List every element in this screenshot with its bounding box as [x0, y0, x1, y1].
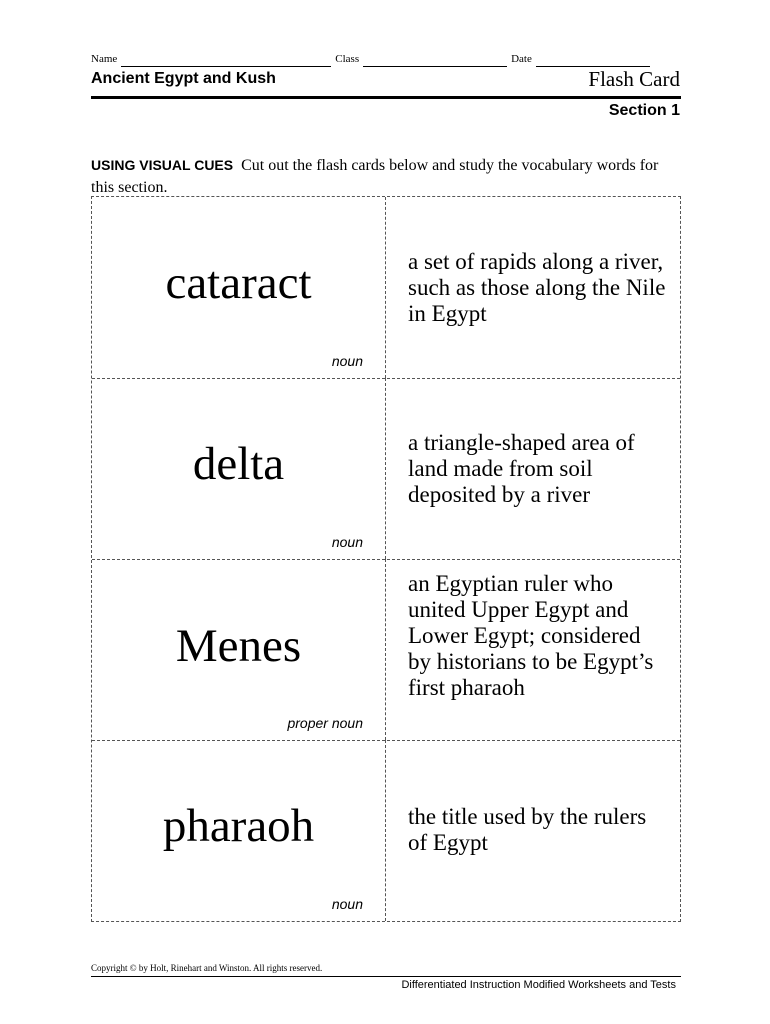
- part-of-speech: noun: [331, 353, 363, 369]
- flash-card-term: pharaoh: [162, 800, 315, 852]
- part-of-speech: proper noun: [287, 715, 363, 731]
- instructions-text: Cut out the flash cards below and study the vocabulary words for this section.: [91, 157, 659, 196]
- header-divider: [91, 96, 681, 99]
- flash-card-term: cataract: [165, 257, 312, 309]
- flash-card-row: [92, 740, 680, 921]
- flash-card-definition: a triangle-shaped area of land made from soil deposited by a river: [408, 430, 635, 507]
- flash-card-row: [92, 559, 680, 741]
- flash-card-term: Menes: [175, 620, 302, 672]
- flash-card-definition-side: [386, 378, 680, 559]
- publication-title: Differentiated Instruction Modified Worksheets and Tests: [401, 979, 676, 991]
- flash-card-row: [92, 197, 680, 379]
- flash-card-row: [92, 378, 680, 560]
- flash-card-term-side: [92, 378, 386, 559]
- student-info-line: [91, 51, 681, 67]
- flash-card-definition: an Egyptian ruler who united Upper Egypt and Lower Egypt; considered by historians to be Egypt’s first pharaoh: [408, 571, 654, 700]
- copyright-notice: Copyright © by Holt, Rinehart and Winston. All rights reserved.: [91, 963, 323, 973]
- flash-card-definition: a set of rapids along a river, such as those along the Nile in Egypt: [408, 249, 666, 326]
- part-of-speech: noun: [331, 896, 363, 912]
- name-field[interactable]: [121, 55, 331, 67]
- date-label: Date: [511, 53, 532, 65]
- section-label: Section 1: [608, 102, 680, 119]
- part-of-speech: noun: [331, 534, 363, 550]
- flash-card-term-side: [92, 559, 386, 740]
- date-field[interactable]: [536, 55, 650, 67]
- flash-card-grid: [91, 196, 681, 922]
- instructions: [91, 154, 681, 199]
- flash-card-term-side: [92, 197, 386, 378]
- chapter-title: Ancient Egypt and Kush: [91, 70, 276, 87]
- flash-card-term-side: [92, 740, 386, 921]
- footer-divider: [91, 976, 681, 977]
- flash-card-definition-side: [386, 559, 680, 740]
- class-field[interactable]: [363, 55, 507, 67]
- flash-card-definition: the title used by the rulers of Egypt: [408, 804, 647, 855]
- document-type: Flash Card: [588, 67, 680, 91]
- name-label: Name: [91, 53, 118, 65]
- flash-card-definition-side: [386, 740, 680, 921]
- flash-card-definition-side: [386, 197, 680, 378]
- class-label: Class: [335, 53, 360, 65]
- flash-card-term: delta: [192, 438, 285, 490]
- instructions-cue: USING VISUAL CUES: [91, 157, 234, 173]
